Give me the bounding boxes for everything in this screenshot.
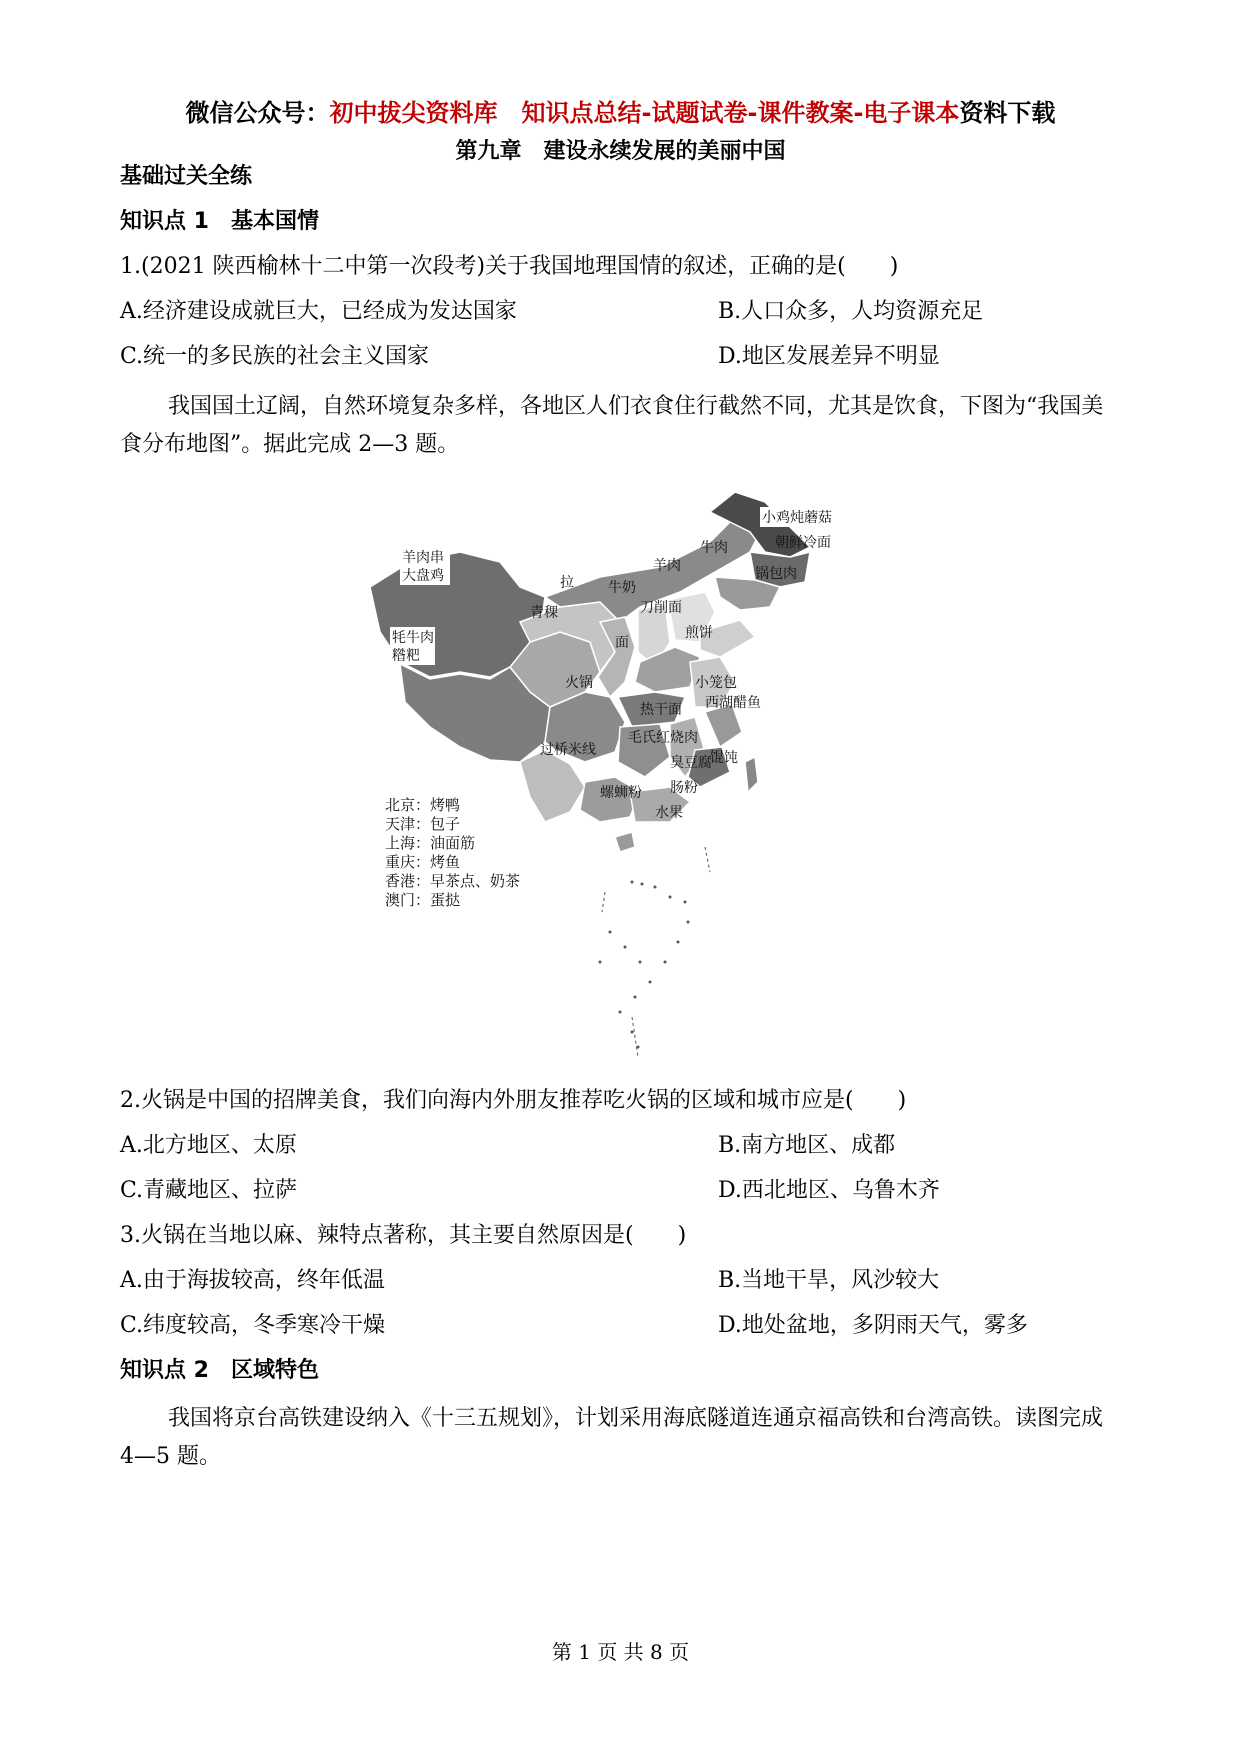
page-footer: 第 1 页 共 8 页: [551, 1640, 690, 1664]
q2-option-c: C.青藏地区、拉萨: [120, 1178, 298, 1203]
q2-option-d: D.西北地区、乌鲁木齐: [718, 1178, 940, 1203]
map-label-yangrou: 羊肉: [653, 558, 681, 574]
header-prefix: 微信公众号：: [185, 99, 330, 127]
legend-shanghai: 上海：油面筋: [385, 834, 476, 852]
map-label-huntun: 馄饨: [710, 750, 738, 766]
map-label-daoxiaomian: 刀削面: [640, 600, 682, 616]
legend-chongqing: 重庆：烤鱼: [385, 853, 461, 871]
q1-options-row1: [120, 297, 1120, 327]
header-red-text: 初中拔尖资料库 知识点总结-试题试卷-课件教案-电子课本: [329, 99, 960, 127]
map-label-xiaolongbao: 小笼包: [695, 675, 737, 691]
map-label-niurou: 牛肉: [700, 540, 728, 556]
knowledge-point-1: 知识点 1 基本国情: [120, 209, 319, 234]
map-label-shuiguo: 水果: [655, 805, 683, 821]
q2-options-row1: [120, 1131, 1120, 1161]
q2-stem: 2.火锅是中国的招牌美食，我们向海内外朋友推荐吃火锅的区域和城市应是( ): [120, 1088, 907, 1113]
map-region-hainan: [615, 832, 635, 852]
map-label-chaoxianlengmian: 朝鲜冷面: [775, 535, 831, 551]
q3-stem: 3.火锅在当地以麻、辣特点著称，其主要自然原因是( ): [120, 1223, 687, 1248]
q3-option-b: B.当地干旱，风沙较大: [718, 1268, 940, 1293]
map-label-xiaojidunmogu: 小鸡炖蘑菇: [762, 510, 832, 526]
map-label-jianbing: 煎饼: [685, 625, 713, 641]
header-suffix: 资料下载: [959, 99, 1056, 127]
section-title: 基础过关全练: [120, 164, 253, 189]
map-label-changfen: 肠粉: [670, 780, 698, 796]
chapter-title: 第九章 建设永续发展的美丽中国: [455, 139, 786, 164]
intro-paragraph-4-5: 我国将京台高铁建设纳入《十三五规划》，计划采用海底隧道连通京福高铁和台湾高铁。读图完成 4—5 题。: [120, 1406, 1104, 1469]
legend-tianjin: 天津：包子: [385, 815, 461, 833]
q1-option-b: B.人口众多，人均资源充足: [718, 299, 984, 324]
map-region-yunnan: [520, 750, 585, 822]
legend-hongkong: 香港：早茶点、奶茶: [385, 872, 521, 890]
map-label-luosifen: 螺蛳粉: [600, 785, 642, 801]
map-label-reganmian: 热干面: [640, 702, 682, 718]
q1-option-a: A.经济建设成就巨大，已经成为发达国家: [120, 299, 517, 324]
map-label-qingke: 青稞: [530, 605, 558, 621]
map-label-choudoufu: 臭豆腐: [670, 755, 712, 771]
map-label-huoguo: 火锅: [565, 675, 593, 691]
south-china-sea-islands: [599, 881, 690, 1049]
map-label-yangrouchuan: 羊肉串: [402, 550, 444, 566]
q3-option-c: C.纬度较高，冬季寒冷干燥: [120, 1313, 386, 1338]
map-label-mian: 面: [615, 635, 629, 651]
q1-option-d: D.地区发展差异不明显: [718, 344, 940, 369]
intro-paragraph-2-3: 我国国土辽阔，自然环境复杂多样，各地区人们衣食住行截然不同，尤其是饮食，下图为“我国美食分布地图”。据此完成 2—3 题。: [120, 394, 1104, 457]
q3-options-row1: [120, 1266, 1120, 1296]
china-food-map: [370, 492, 870, 1062]
map-label-la: 拉: [560, 575, 574, 591]
map-label-guobaorou: 锅包肉: [755, 566, 797, 582]
map-label-zanba: 糌粑: [392, 648, 420, 664]
q3-option-a: A.由于海拔较高，终年低温: [120, 1268, 385, 1293]
q2-option-a: A.北方地区、太原: [120, 1133, 297, 1158]
map-label-guoqiaomixian: 过桥米线: [540, 742, 596, 758]
map-region-taiwan: [745, 757, 758, 792]
map-label-xihucuyu: 西湖醋鱼: [705, 695, 761, 711]
q3-option-d: D.地处盆地，多阴雨天气，雾多: [718, 1313, 1028, 1338]
q2-options-row2: [120, 1176, 1120, 1206]
map-label-niunai: 牛奶: [608, 580, 636, 596]
q2-option-b: B.南方地区、成都: [718, 1133, 896, 1158]
map-label-maoniurou: 牦牛肉: [392, 630, 434, 646]
q3-options-row2: [120, 1311, 1120, 1341]
page-header: [0, 93, 1241, 128]
q1-option-c: C.统一的多民族的社会主义国家: [120, 344, 430, 369]
knowledge-point-2: 知识点 2 区域特色: [120, 1358, 319, 1383]
map-legend: [385, 796, 520, 909]
q1-stem: 1.(2021 陕西榆林十二中第一次段考)关于我国地理国情的叙述，正确的是( ): [120, 254, 899, 279]
legend-macau: 澳门：蛋挞: [385, 891, 461, 909]
q1-options-row2: [120, 342, 1120, 372]
map-label-dapanji: 大盘鸡: [402, 568, 444, 584]
legend-beijing: 北京：烤鸭: [385, 796, 461, 814]
map-label-maoshihongshaorou: 毛氏红烧肉: [628, 730, 698, 746]
